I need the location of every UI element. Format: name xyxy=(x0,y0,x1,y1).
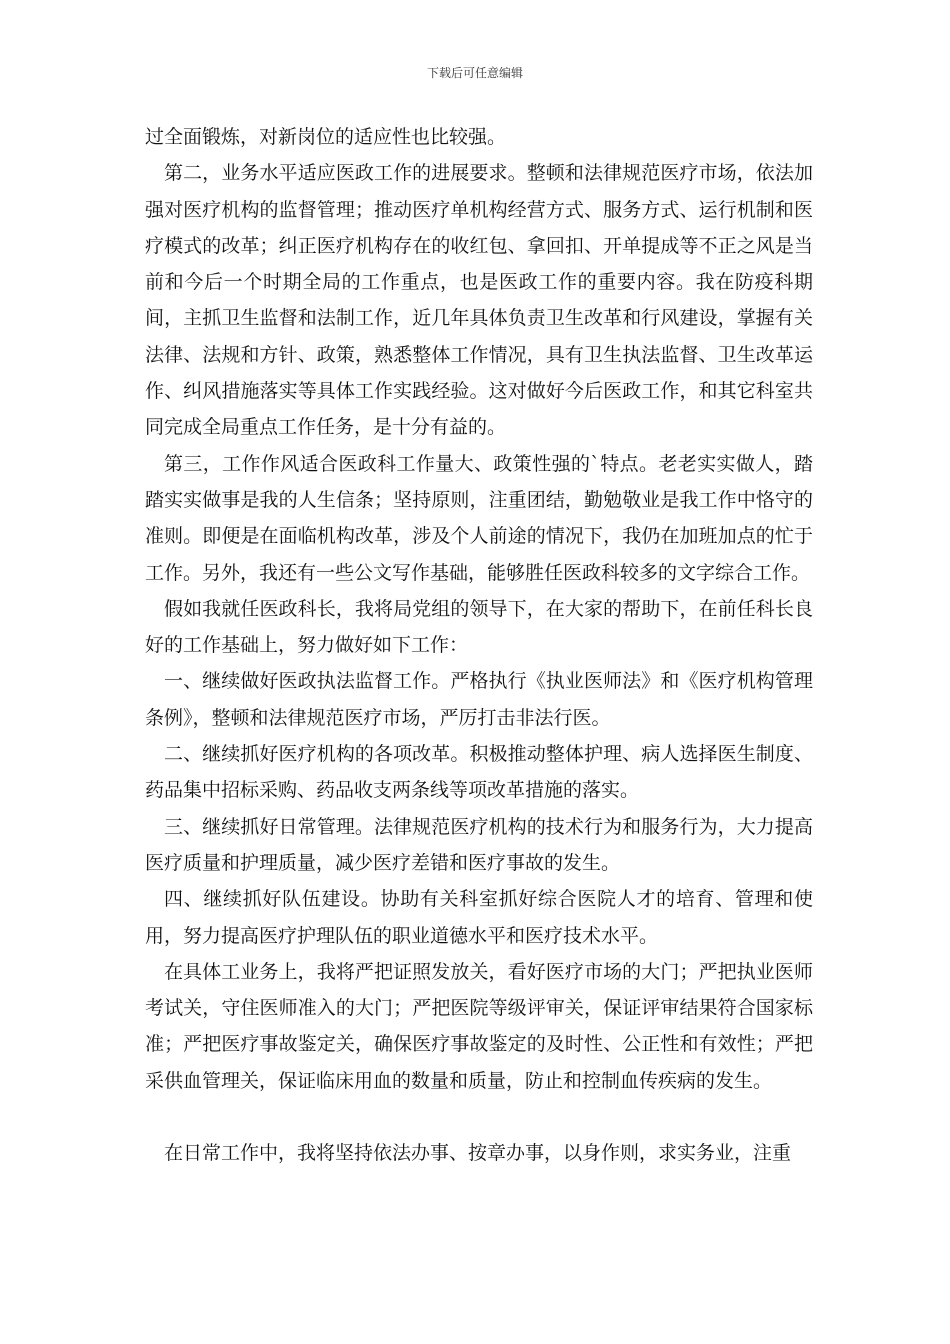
paragraph-5: 一、继续做好医政执法监督工作。严格执行《执业医师法》和《医疗机构管理条例》，整顿和法律规范医疗市场，严厉打击非法行医。 xyxy=(145,670,813,729)
page-header: 下载后可任意编辑 xyxy=(426,66,523,80)
paragraph-4: 假如我就任医政科长，我将局党组的领导下，在大家的帮助下，在前任科长良好的工作基础上，努力做好如下工作： xyxy=(145,597,813,657)
paragraph-6: 二、继续抓好医疗机构的各项改革。积极推动整体护理、病人选择医生制度、药品集中招标采购、药品收支两条线等项改革措施的落实。 xyxy=(145,743,813,802)
paragraph-8: 四、继续抓好队伍建设。协助有关科室抓好综合医院人才的培育、管理和使用，努力提高医疗护理队伍的职业道德水平和医疗技术水平。 xyxy=(145,888,813,947)
paragraph-1: 过全面锻炼，对新岗位的适应性也比较强。 xyxy=(145,126,507,148)
paragraph-9: 在具体工业务上，我将严把证照发放关，看好医疗市场的大门；严把执业医师考试关，守住医师准入的大门；严把医院等级评审关，保证评审结果符合国家标准；严把医疗事故鉴定关，确保医疗事故鉴定的及时性、公正性和有效性；严把采供血管理关，保证临床用血的数量和质量，防止和控制血传疾病的发生。 xyxy=(145,960,813,1092)
paragraph-7: 三、继续抓好日常管理。法律规范医疗机构的技术行为和服务行为，大力提高医疗质量和护理质量，减少医疗差错和医疗事故的发生。 xyxy=(145,815,813,874)
paragraph-10: 在日常工作中，我将坚持依法办事、按章办事，以身作则，求实务业，注重 xyxy=(164,1142,792,1165)
paragraph-3: 第三，工作作风适合医政科工作量大、政策性强的`特点。老老实实做人，踏踏实实做事是我的人生信条；坚持原则，注重团结，勤勉敬业是我工作中恪守的准则。即便是在面临机构改革，涉及个人前途的情况下，我仍在加班加点的忙于工作。另外，我还有一些公文写作基础，能够胜任医政科较多的文字综合工作。 xyxy=(145,452,813,584)
paragraph-2: 第二，业务水平适应医政工作的进展要求。整顿和法律规范医疗市场，依法加强对医疗机构的监督管理；推动医疗单机构经营方式、服务方式、运行机制和医疗模式的改革；纠正医疗机构存在的收红包、拿回扣、开单提成等不正之风是当前和今后一个时期全局的工作重点，也是医政工作的重要内容。我在防疫科期间，主抓卫生监督和法制工作，近几年具体负责卫生改革和行风建设，掌握有关法律、法规和方针、政策，熟悉整体工作情况，具有卫生执法监督、卫生改革运作、纠风措施落实等具体工作实践经验。这对做好今后医政工作，和其它科室共同完成全局重点工作任务，是十分有益的。 xyxy=(145,162,813,439)
document-body xyxy=(145,119,813,1171)
